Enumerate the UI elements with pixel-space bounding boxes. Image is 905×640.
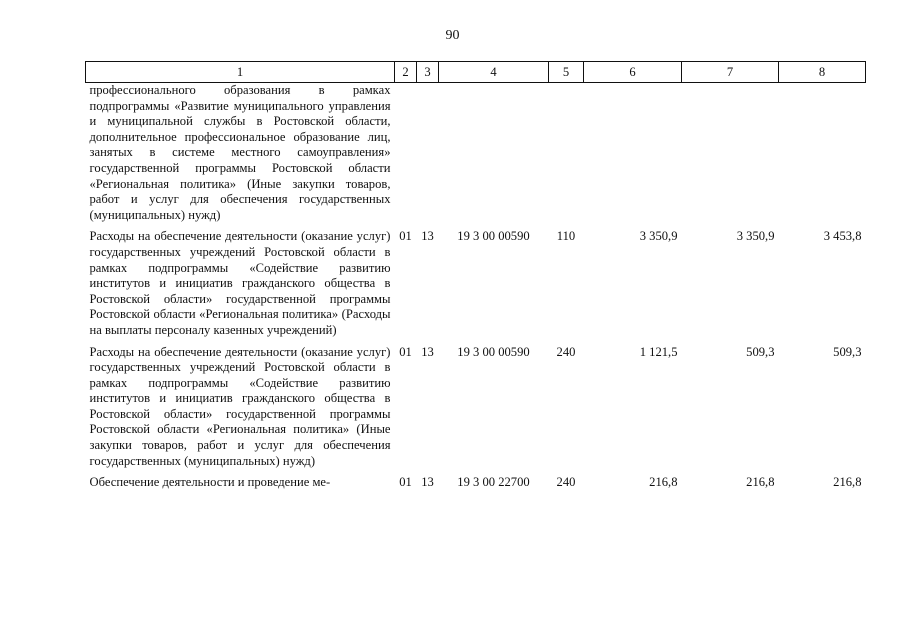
target-article-code	[439, 83, 549, 224]
budget-table	[85, 61, 866, 491]
expense-type-code: 240	[556, 344, 576, 359]
column-header-3: 3	[417, 62, 439, 83]
amount-col-8: 509,3	[833, 344, 862, 359]
subsection-code	[417, 83, 439, 224]
amount-col-7: 216,8	[746, 475, 775, 490]
target-article-code: 19 3 00 00590	[457, 344, 530, 359]
amount-col-6	[584, 83, 682, 224]
row-description: Расходы на обеспечение деятельности (оказание услуг) государственных учреждений Ростовской области в рамках подпрограммы «Содействие развитию институтов и инициатив гражданского общества в Ростовской области» государственной программы Ростовской области «Региональная политика» (Расходы на выплаты персоналу казенных учреждений)	[89, 229, 391, 337]
expense-type-code	[549, 83, 584, 224]
section-code	[395, 83, 417, 224]
subsection-code: 13	[421, 475, 434, 490]
column-header-8: 8	[779, 62, 866, 83]
page-number: 90	[445, 28, 460, 43]
table-row	[86, 223, 866, 338]
target-article-code: 19 3 00 00590	[457, 229, 530, 244]
table-row	[86, 83, 866, 224]
amount-col-8: 3 453,8	[823, 229, 862, 244]
column-header-5: 5	[549, 62, 584, 83]
column-header-6: 6	[584, 62, 682, 83]
amount-col-7: 509,3	[746, 344, 775, 359]
column-header-4: 4	[439, 62, 549, 83]
amount-col-6: 1 121,5	[639, 344, 678, 359]
column-header-7: 7	[682, 62, 779, 83]
column-header-1: 1	[86, 62, 395, 83]
row-description: Расходы на обеспечение деятельности (оказание услуг) государственных учреждений Ростовской области в рамках подпрограммы «Содействие развитию институтов и инициатив гражданского общества в Ростовской области» государственной программы Ростовской области «Региональная политика» (Иные закупки товаров, работ и услуг для обеспечения государственных (муниципальных) нужд)	[89, 344, 391, 468]
table-header-row	[86, 62, 866, 83]
expense-type-code: 240	[556, 475, 576, 490]
target-article-code: 19 3 00 22700	[457, 475, 530, 490]
amount-col-7	[682, 83, 779, 224]
expense-type-code: 110	[556, 229, 576, 244]
section-code: 01	[399, 475, 412, 490]
row-description: Обеспечение деятельности и проведение ме-	[89, 475, 331, 490]
amount-col-8: 216,8	[833, 475, 862, 490]
table-row	[86, 469, 866, 491]
table-row	[86, 339, 866, 470]
amount-col-7: 3 350,9	[736, 229, 775, 244]
section-code: 01	[399, 344, 412, 359]
subsection-code: 13	[421, 229, 434, 244]
column-header-2: 2	[395, 62, 417, 83]
subsection-code: 13	[421, 344, 434, 359]
amount-col-6: 216,8	[649, 475, 678, 490]
section-code: 01	[399, 229, 412, 244]
amount-col-8	[779, 83, 866, 224]
amount-col-6: 3 350,9	[639, 229, 678, 244]
row-description: профессионального образования в рамках подпрограммы «Развитие муниципального управления и муниципальной службы в Ростовской области, дополнительное профессиональное образование лиц, занятых в системе местного самоуправления» государственной программы Ростовской области «Региональная политика» (Иные закупки товаров, работ и услуг для обеспечения государственных (муниципальных) нужд)	[89, 83, 391, 222]
